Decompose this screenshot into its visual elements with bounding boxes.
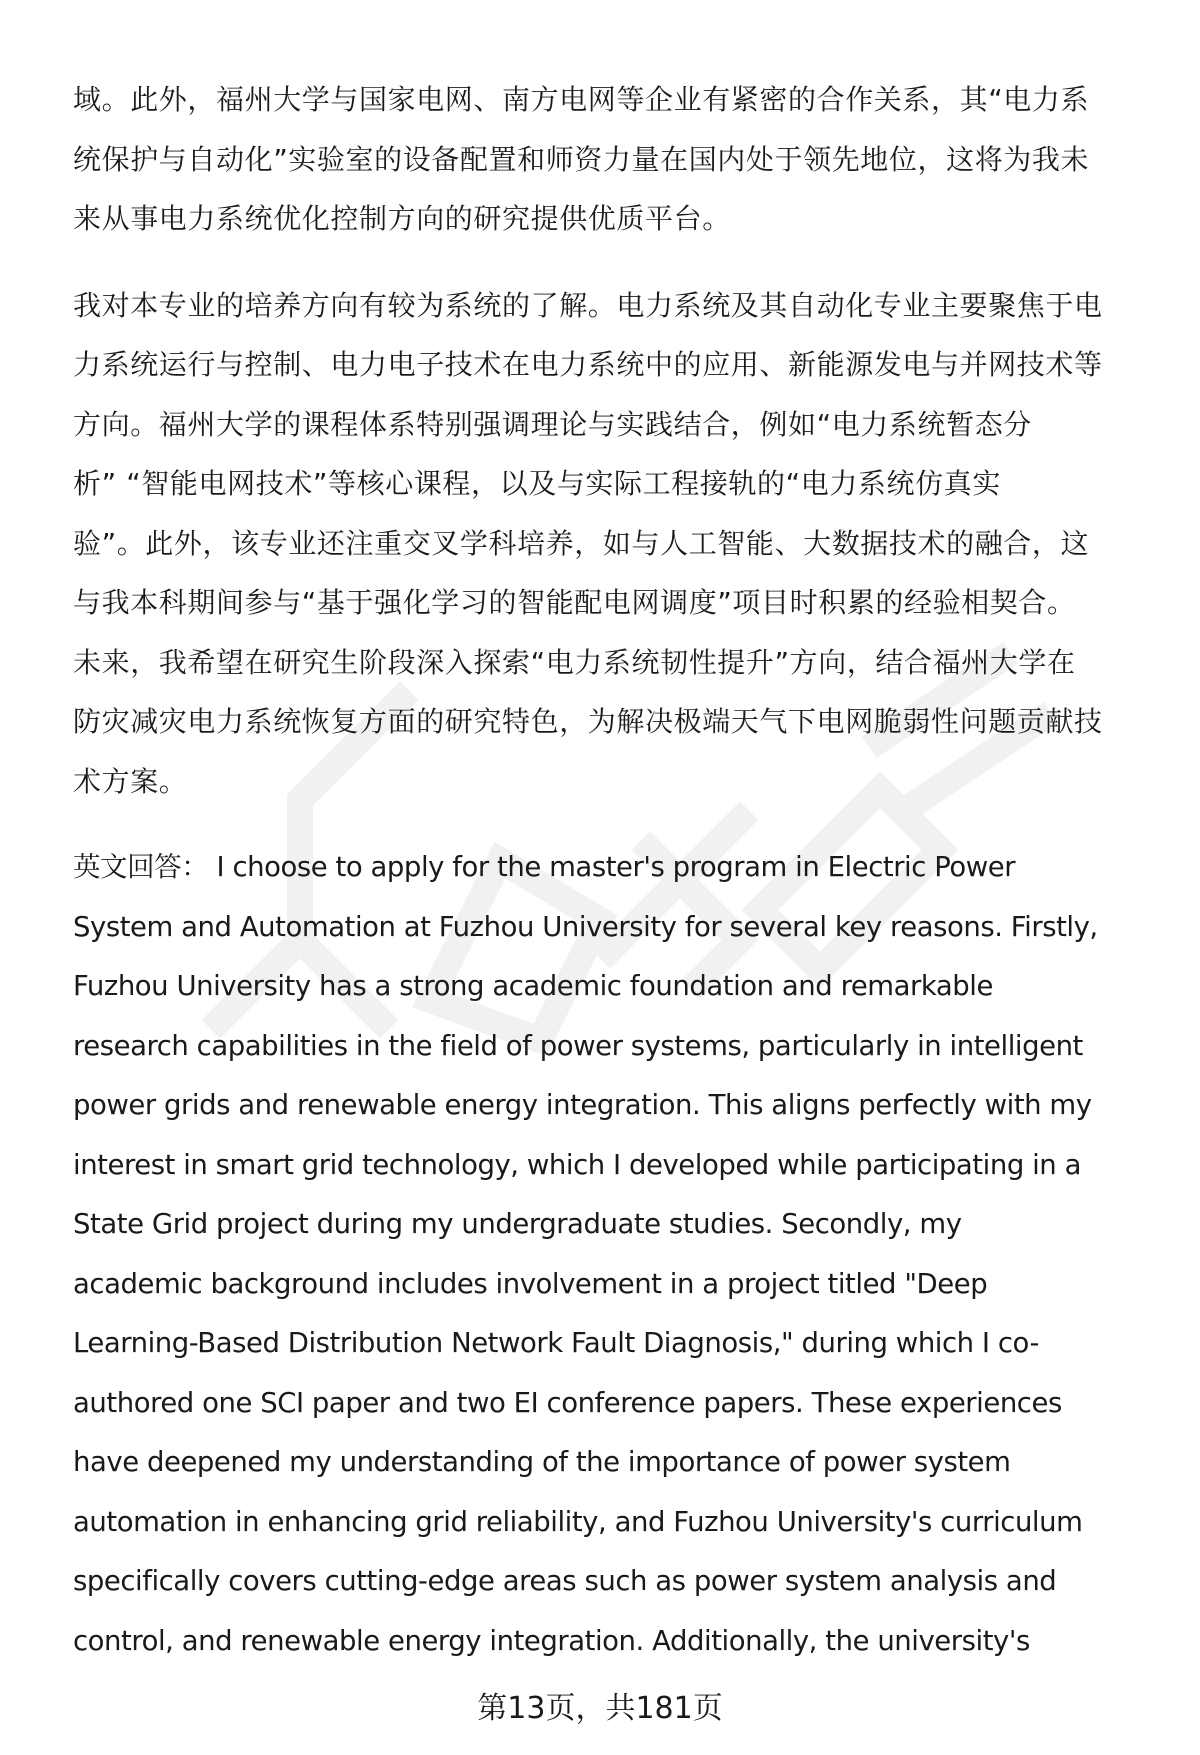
text-line: have deepened my understanding of the importance of power system [73, 1446, 1011, 1478]
page-number-footer: 第13页，共181页 [477, 1691, 723, 1726]
text-line: authored one SCI paper and two EI conference papers. These experiences [73, 1386, 1062, 1419]
text-line: 方向。福州大学的课程体系特别强调理论与实践结合，例如“电力系统暂态分 [73, 407, 1032, 441]
text-line: State Grid project during my undergraduate studies. Secondly, my [73, 1208, 962, 1240]
text-line: 域。此外，福州大学与国家电网、南方电网等企业有紧密的合作关系，其“电力系 [73, 83, 1090, 116]
text-line: 验”。此外，该专业还注重交叉学科培养，如与人工智能、大数据技术的融合，这 [73, 526, 1090, 560]
text-line: control, and renewable energy integration. Additionally, the university's [73, 1624, 1030, 1657]
text-line: power grids and renewable energy integration. This aligns perfectly with my [73, 1089, 1092, 1121]
text-line: Fuzhou University has a strong academic foundation and remarkable [73, 970, 993, 1002]
text-line: 英文回答： I choose to apply for the master's program in Electric Power [73, 851, 1016, 883]
text-line: System and Automation at Fuzhou University for several key reasons. Firstly, [73, 910, 1098, 943]
text-line: 与我本科期间参与“基于强化学习的智能配电网调度”项目时积累的经验相契合。 [73, 586, 1076, 619]
text-line: 来从事电力系统优化控制方向的研究提供优质平台。 [73, 202, 731, 235]
text-line: research capabilities in the field of power systems, particularly in intelligent [73, 1029, 1083, 1062]
text-line: 我对本专业的培养方向有较为系统的了解。电力系统及其自动化专业主要聚焦于电 [73, 288, 1103, 322]
paragraph-english-answer [73, 838, 1153, 1671]
text-line: academic background includes involvement in a project titled "Deep [73, 1267, 988, 1300]
text-line: 统保护与自动化”实验室的设备配置和师资力量在国内处于领先地位，这将为我未 [73, 142, 1090, 176]
text-line: 术方案。 [73, 764, 188, 798]
text-line: specifically covers cutting-edge areas such as power system analysis and [73, 1565, 1057, 1597]
text-line: 防灾减灾电力系统恢复方面的研究特色，为解决极端天气下电网脆弱性问题贡献技 [73, 705, 1103, 738]
paragraph-university-cooperation [73, 70, 1153, 249]
text-line: interest in smart grid technology, which I developed while participating in a [73, 1148, 1081, 1181]
text-line: 未来，我希望在研究生阶段深入探索“电力系统韧性提升”方向，结合福州大学在 [73, 645, 1076, 679]
text-line: automation in enhancing grid reliability, and Fuzhou University's curriculum [73, 1505, 1083, 1538]
paragraph-program-direction [73, 276, 1153, 812]
document-body [73, 70, 1153, 1698]
text-line: Learning-Based Distribution Network Fault Diagnosis," during which I co- [73, 1327, 1039, 1359]
text-line: 力系统运行与控制、电力电子技术在电力系统中的应用、新能源发电与并网技术等 [73, 348, 1103, 381]
text-line: 析” “智能电网技术”等核心课程，以及与实际工程接轨的“电力系统仿真实 [73, 467, 1001, 500]
